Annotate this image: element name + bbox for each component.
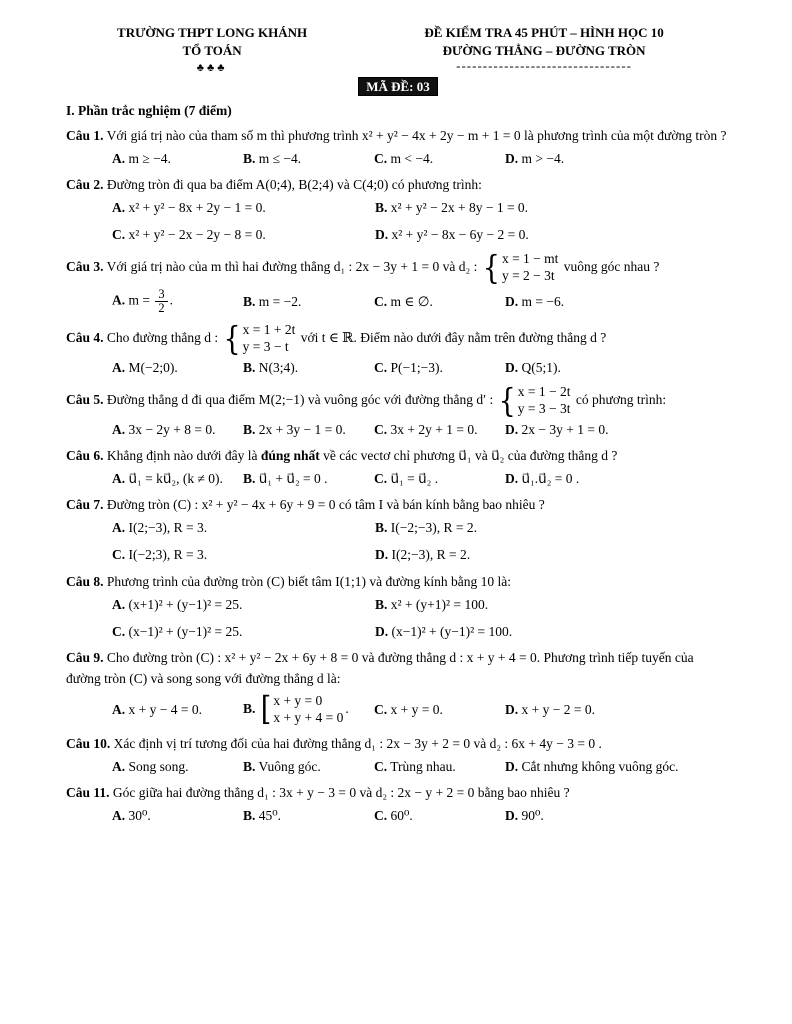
answer-option-C: [374, 807, 505, 825]
answer-option-C: [112, 623, 375, 641]
question-label: Câu 1.: [66, 127, 104, 143]
equation-line: y = 3 − 3t: [517, 401, 571, 417]
question-body: Câu 11. Góc giữa hai đường thẳng d₁ : 3x + y − 3 = 0 và d₂ : 2x − y + 2 = 0 bằng bao nhiêu ?: [66, 784, 570, 800]
exam-code-badge: MÃ ĐỀ: 03: [358, 77, 438, 96]
answer-option-C: [374, 293, 505, 311]
math-expression: d₂ :: [458, 259, 481, 275]
math-expression: x + y − 4 = 0.: [128, 701, 202, 717]
answer-option-C: [374, 359, 505, 377]
question-options: [112, 758, 730, 776]
equation-system: [499, 384, 571, 418]
fraction-numerator: 3: [155, 288, 167, 302]
question-6: [66, 446, 730, 488]
math-expression: (C) : x² + y² − 4x + 6y + 9 = 0: [173, 497, 336, 513]
option-key: B.: [243, 807, 256, 823]
math-expression: x² + y² − 8x − 6y − 2 = 0.: [391, 227, 529, 243]
math-expression: m = −6.: [521, 293, 565, 309]
math-expression: I(2;−3), R = 3.: [128, 520, 208, 536]
answer-option-A: [112, 519, 375, 537]
answer-option-B: [243, 421, 374, 439]
exam-header: [66, 24, 730, 77]
exam-title: ĐỀ KIỂM TRA 45 PHÚT – HÌNH HỌC 10: [424, 25, 664, 40]
option-key: A.: [112, 360, 126, 376]
question-label: Câu 7.: [66, 497, 104, 513]
math-expression: t ∈ ℝ: [321, 330, 354, 346]
question-3: [66, 251, 730, 315]
math-expression: C(4;0): [353, 176, 389, 192]
question-options: [112, 807, 730, 825]
answer-option-D: [505, 359, 730, 377]
answer-option-B: [243, 150, 374, 168]
math-expression: 90⁰.: [521, 807, 544, 823]
option-key: B.: [243, 758, 256, 774]
math-expression: u⃗₁: [458, 448, 472, 464]
answer-option-B: B. Vuông góc.: [243, 758, 321, 774]
option-key: A.: [112, 807, 126, 823]
math-expression: m > −4.: [521, 150, 565, 166]
math-expression: x + y − 2 = 0.: [521, 701, 595, 717]
question-7: [66, 495, 730, 564]
math-expression: u⃗₁ = u⃗₂ .: [390, 471, 439, 487]
option-key: A.: [112, 701, 126, 717]
answer-option-C: [374, 150, 505, 168]
option-key: C.: [112, 547, 126, 563]
question-2: [66, 175, 730, 244]
option-key: C.: [374, 471, 388, 487]
equation-lines: [518, 384, 571, 418]
math-expression: u⃗₁.u⃗₂ = 0 .: [521, 471, 580, 487]
option-key: B.: [243, 471, 256, 487]
math-expression: (x−1)² + (y−1)² = 25.: [128, 623, 243, 639]
title-block: [358, 24, 730, 77]
question-options: [112, 359, 730, 377]
department-name: TỔ TOÁN: [182, 43, 242, 59]
option-key: A.: [112, 520, 126, 536]
math-expression: I(−2;−3), R = 2.: [390, 520, 477, 536]
answer-option-A: [112, 807, 243, 825]
math-expression: x² + (y+1)² = 100.: [390, 596, 489, 612]
question-body: Câu 3. Với giá trị nào của m thì hai đường thẳng d₁ : 2x − 3y + 1 = 0 và d₂ : { x = 1 − mt y = 2 − 3t vuông góc nhau ?: [66, 249, 660, 287]
question-9: [66, 648, 730, 727]
answer-option-C: [112, 546, 375, 564]
answer-option-A: [112, 199, 375, 217]
equation-line: x = 1 + 2t: [242, 322, 296, 338]
equation-lines: [273, 693, 343, 727]
math-expression: 3x + 2y + 1 = 0.: [390, 421, 478, 437]
question-label: Câu 8.: [66, 573, 104, 589]
answer-option-B: [243, 359, 374, 377]
math-expression: A(0;4), B(2;4): [255, 176, 334, 192]
answer-option-D: [505, 807, 730, 825]
option-key: D.: [375, 227, 389, 243]
math-expression: I(−2;3), R = 3.: [128, 547, 208, 563]
answer-option-B: [243, 293, 374, 311]
option-key: D.: [375, 623, 389, 639]
math-expression: P(−1;−3).: [390, 360, 443, 376]
brace-glyph: {: [498, 382, 516, 420]
option-key: B.: [243, 360, 256, 376]
option-key: D.: [505, 758, 519, 774]
question-body: Câu 9. Cho đường tròn (C) : x² + y² − 2x + 6y + 8 = 0 và đường thẳng d : x + y + 4 = 0. Phương trình tiếp tuyến của đường tròn (C) và song song với đường thẳng d là:: [66, 650, 694, 686]
answer-option-A: [112, 359, 243, 377]
brace-glyph: [: [260, 691, 272, 729]
question-label: Câu 5.: [66, 392, 104, 408]
math-expression: .: [169, 292, 173, 308]
math-expression: m ≥ −4.: [128, 150, 171, 166]
answer-option-B: [375, 519, 730, 537]
answer-option-A: [112, 288, 243, 315]
option-key: D.: [505, 471, 519, 487]
brace-glyph: {: [223, 320, 241, 358]
question-body: Câu 5. Đường thẳng d đi qua điểm M(2;−1) và vuông góc với đường thẳng d′ : { x = 1 − 2t y = 3 − 3t có phương trình:: [66, 382, 667, 420]
club-ornament-icon: ♣♣♣: [196, 62, 228, 75]
question-label: Câu 6.: [66, 448, 104, 464]
option-key: B.: [375, 199, 388, 215]
math-expression: u⃗₁ + u⃗₂ = 0 .: [258, 471, 328, 487]
answer-option-B: [243, 807, 374, 825]
question-options: [112, 421, 730, 439]
equation-line: x = 1 − 2t: [517, 384, 571, 400]
option-key: D.: [505, 293, 519, 309]
exam-subtitle: ĐƯỜNG THẲNG – ĐƯỜNG TRÒN: [442, 43, 646, 59]
question-8: [66, 572, 730, 641]
question-1: [66, 126, 730, 168]
equation-lines: [243, 322, 296, 356]
option-key: B.: [243, 421, 256, 437]
exam-code-row: [66, 79, 730, 95]
answer-option-D: [505, 293, 730, 311]
option-key: A.: [112, 150, 126, 166]
answer-option-B: [243, 470, 374, 488]
math-expression: m ∈ ∅.: [390, 293, 433, 309]
question-body: Câu 4. Cho đường thẳng d : { x = 1 + 2t y = 3 − t với t ∈ ℝ. Điểm nào dưới đây nằm trên đường thẳng d ?: [66, 320, 607, 358]
question-options: [112, 288, 730, 315]
option-key: A.: [112, 421, 126, 437]
question-body: Câu 10. Xác định vị trí tương đối của hai đường thẳng d₁ : 2x − 3y + 2 = 0 và d₂ : 6x + 4y − 3 = 0 .: [66, 735, 602, 751]
fraction: [155, 288, 167, 315]
math-expression: 45⁰.: [258, 807, 282, 823]
math-expression: M(2;−1): [258, 392, 305, 408]
equation-line: y = 3 − t: [242, 339, 289, 355]
school-name: TRƯỜNG THPT LONG KHÁNH: [117, 25, 308, 40]
question-4: [66, 322, 730, 377]
question-label: Câu 3.: [66, 259, 104, 275]
math-expression: 3x − 2y + 8 = 0.: [128, 421, 216, 437]
equation-system: [483, 251, 559, 285]
question-11: [66, 783, 730, 825]
math-expression: (x+1)² + (y−1)² = 25.: [128, 596, 243, 612]
question-body: Câu 6. Khẳng định nào dưới đây là đúng nhất về các vectơ chỉ phương u⃗₁ và u⃗₂ của đường thẳng d ?: [66, 448, 618, 464]
equation-line: y = 2 − 3t: [501, 268, 555, 284]
bold-text: đúng nhất: [260, 448, 320, 464]
equation-system: [261, 693, 344, 727]
answer-option-B: [243, 693, 374, 727]
math-expression: (x−1)² + (y−1)² = 100.: [391, 623, 513, 639]
option-key: A.: [112, 471, 126, 487]
option-key: D.: [375, 547, 389, 563]
answer-option-B: [375, 596, 730, 614]
math-expression: .: [345, 700, 349, 716]
option-key: C.: [374, 807, 388, 823]
math-expression: d₂ : 2x − y + 2 = 0: [375, 784, 475, 800]
answer-option-D: [375, 546, 730, 564]
math-expression: d₁ : 2x − 3y + 1 = 0: [333, 259, 440, 275]
answer-option-C: C. Trùng nhau.: [374, 758, 456, 774]
option-key: C.: [112, 623, 126, 639]
option-key: C.: [374, 758, 388, 774]
math-expression: Q(5;1).: [521, 360, 561, 376]
math-expression: I(1;1): [335, 573, 367, 589]
option-key: B.: [375, 520, 388, 536]
section-title: I. Phần trắc nghiệm (7 điểm): [66, 102, 232, 118]
question-label: Câu 10.: [66, 735, 111, 751]
math-expression: 30⁰.: [128, 807, 151, 823]
option-key: D.: [505, 807, 519, 823]
answer-option-A: A. Song song.: [112, 758, 189, 774]
math-expression: d₁ : 3x + y − 3 = 0: [257, 784, 357, 800]
math-expression: d : x + y + 4 = 0: [449, 650, 537, 666]
brace-glyph: {: [482, 249, 500, 287]
answer-option-D: [505, 470, 730, 488]
math-expression: N(3;4).: [258, 360, 299, 376]
math-expression: x² + y² − 8x + 2y − 1 = 0.: [128, 199, 266, 215]
math-expression: m < −4.: [390, 150, 434, 166]
math-expression: d₂ : 6x + 4y − 3 = 0: [489, 735, 596, 751]
option-key: C.: [374, 421, 388, 437]
math-expression: m ≤ −4.: [258, 150, 302, 166]
questions-container: [66, 126, 730, 825]
option-key: B.: [243, 150, 256, 166]
answer-option-A: [112, 421, 243, 439]
math-expression: x + y = 0.: [390, 701, 443, 717]
question-label: Câu 11.: [66, 784, 110, 800]
question-options: [112, 693, 730, 727]
question-label: Câu 2.: [66, 176, 104, 192]
answer-option-A: [112, 596, 375, 614]
answer-option-A: [112, 470, 243, 488]
math-expression: 2x + 3y − 1 = 0.: [258, 421, 346, 437]
math-expression: u⃗₁ = ku⃗₂, (k ≠ 0).: [128, 471, 223, 487]
option-key: D.: [505, 701, 519, 717]
answer-option-A: [112, 150, 243, 168]
math-expression: (C) : x² + y² − 2x + 6y + 8 = 0: [195, 650, 359, 666]
math-expression: m =: [128, 292, 154, 308]
option-key: D.: [505, 360, 519, 376]
equation-system: [223, 322, 295, 356]
math-expression: 60⁰.: [390, 807, 413, 823]
question-options: [112, 596, 730, 641]
option-key: C.: [374, 293, 388, 309]
math-expression: 2x − 3y + 1 = 0.: [521, 421, 609, 437]
question-label: Câu 4.: [66, 330, 104, 346]
math-expression: x² + y² − 2x − 2y − 8 = 0.: [128, 227, 266, 243]
math-expression: d′ :: [476, 392, 497, 408]
option-key: C.: [374, 360, 388, 376]
question-options: [112, 199, 730, 244]
fraction-denominator: 2: [158, 301, 165, 316]
answer-option-C: [112, 226, 375, 244]
option-key: A.: [112, 292, 126, 308]
answer-option-D: [505, 421, 730, 439]
option-key: A.: [112, 199, 126, 215]
equation-line: x + y + 4 = 0: [273, 709, 344, 725]
question-options: [112, 470, 730, 488]
answer-option-B: [375, 199, 730, 217]
question-body: Câu 7. Đường tròn (C) : x² + y² − 4x + 6y + 9 = 0 có tâm I và bán kính bằng bao nhiêu ?: [66, 497, 545, 513]
equation-lines: [502, 251, 558, 285]
equation-line: x + y = 0: [273, 692, 323, 708]
answer-option-D: [505, 150, 730, 168]
equation-line: x = 1 − mt: [501, 251, 559, 267]
school-block: [66, 24, 358, 77]
option-key: B.: [243, 293, 256, 309]
question-body: Câu 2. Đường tròn đi qua ba điểm A(0;4), B(2;4) và C(4;0) có phương trình:: [66, 176, 482, 192]
math-expression: M(−2;0).: [128, 360, 178, 376]
question-10: [66, 734, 730, 776]
math-expression: d :: [204, 330, 222, 346]
question-options: [112, 150, 730, 168]
question-body: Câu 8. Phương trình của đường tròn (C) biết tâm I(1;1) và đường kính bằng 10 là:: [66, 573, 511, 589]
math-expression: u⃗₂: [491, 448, 505, 464]
answer-option-D: [375, 226, 730, 244]
option-key: D.: [505, 150, 519, 166]
math-expression: d₁ : 2x − 3y + 2 = 0: [364, 735, 471, 751]
option-key: C.: [374, 701, 388, 717]
option-key: C.: [112, 227, 126, 243]
answer-option-C: [374, 421, 505, 439]
math-expression: x² + y² − 2x + 8y − 1 = 0.: [390, 199, 529, 215]
answer-option-A: [112, 701, 243, 719]
option-key: B.: [243, 700, 256, 716]
math-expression: m = −2.: [258, 293, 302, 309]
question-label: Câu 9.: [66, 650, 104, 666]
answer-option-C: [374, 470, 505, 488]
question-options: [112, 519, 730, 564]
option-key: B.: [375, 596, 388, 612]
option-key: A.: [112, 596, 126, 612]
option-key: C.: [374, 150, 388, 166]
answer-option-D: D. Cắt nhưng không vuông góc.: [505, 758, 679, 774]
divider-dashes: ---------------------------------: [456, 58, 632, 74]
answer-option-D: [375, 623, 730, 641]
question-5: [66, 384, 730, 439]
option-key: A.: [112, 758, 126, 774]
answer-option-C: [374, 701, 505, 719]
math-expression: x² + y² − 4x + 2y − m + 1 = 0: [361, 127, 521, 143]
answer-option-D: [505, 701, 730, 719]
question-body: Câu 1. Với giá trị nào của tham số m thì phương trình x² + y² − 4x + 2y − m + 1 = 0 là phương trình của một đường tròn ?: [66, 127, 727, 143]
math-expression: I(2;−3), R = 2.: [391, 547, 471, 563]
option-key: D.: [505, 421, 519, 437]
